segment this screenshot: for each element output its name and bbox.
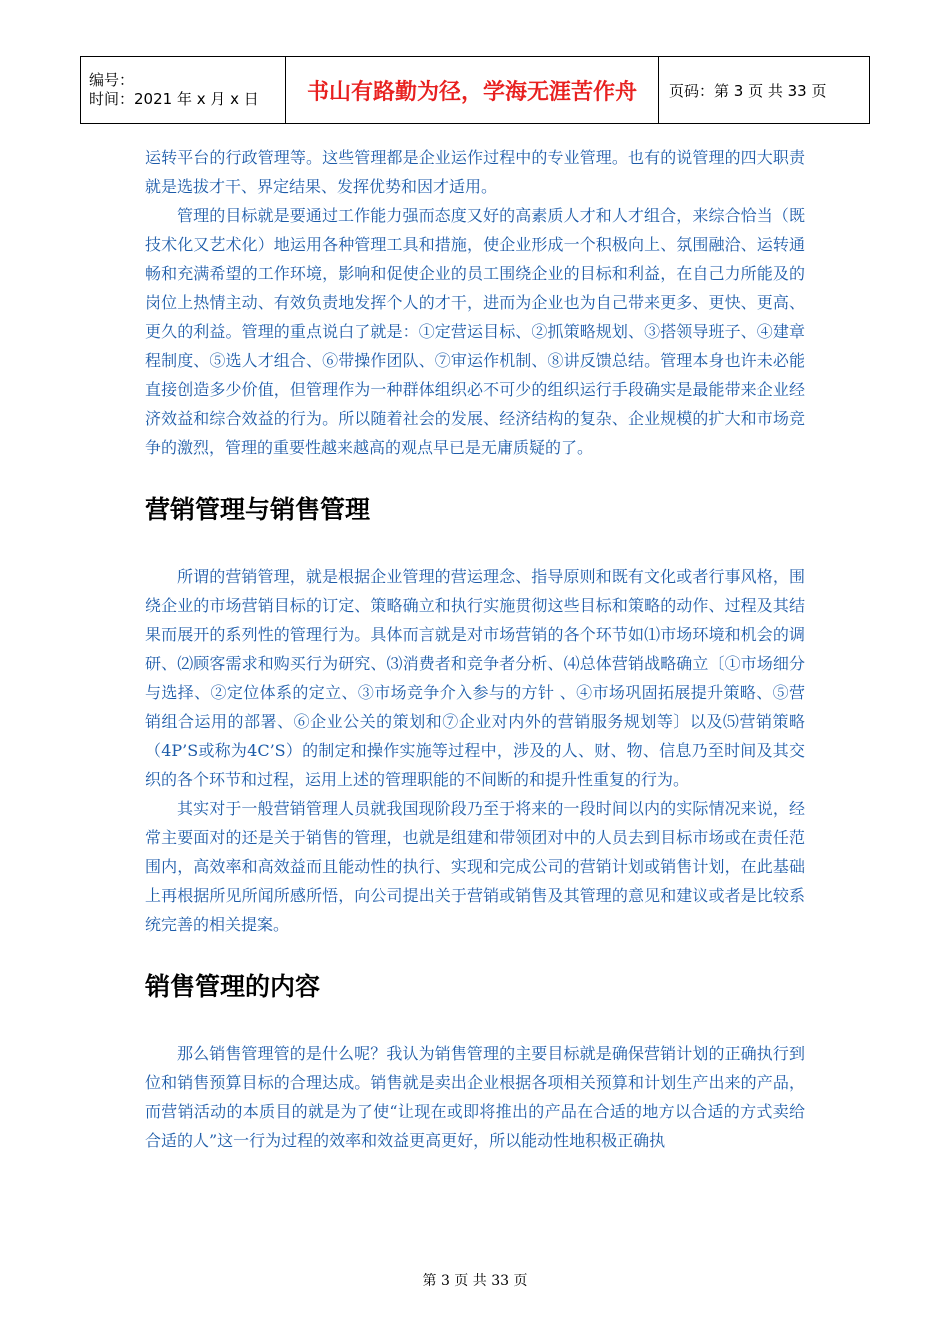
paragraph-3: 所谓的营销管理，就是根据企业管理的营运理念、指导原则和既有文化或者行事风格，围绕企业的市场营销目标的订定、策略确立和执行实施贯彻这些目标和策略的动作、过程及其结果而展开的系列性的管理行为。具体而言就是对市场营销的各个环节如⑴市场环境和机会的调研、⑵顾客需求和购买行为研究、⑶消费者和竞争者分析、⑷总体营销战略确立〔①市场细分与选择、②定位体系的定立、③市场竞争介入参与的方针 、④市场巩固拓展提升策略、⑤营销组合运用的部署、⑥企业公关的策划和⑦企业对内外的营销服务规划等〕以及⑸营销策略（4P’S或称为4C’S）的制定和操作实施等过程中，涉及的人、财、物、信息乃至时间及其交织的各个环节和过程，运用上述的管理职能的不间断的和提升性重复的行为。 xyxy=(145,567,805,789)
document-body xyxy=(145,143,805,1155)
page-footer: 第 3 页 共 33 页 xyxy=(422,1273,528,1289)
document-header xyxy=(80,56,870,124)
document-time-label: 时间：2021 年 x 月 x 日 xyxy=(89,90,259,108)
header-motto: 书山有路勤为径，学海无涯苦作舟 xyxy=(286,57,659,124)
paragraph-4: 其实对于一般营销管理人员就我国现阶段乃至于将来的一段时间以内的实际情况来说，经常主要面对的还是关于销售的管理，也就是组建和带领团对中的人员去到目标市场或在责任范围内，高效率和高效益而且能动性的执行、实现和完成公司的营销计划或销售计划，在此基础上再根据所见所闻所感所悟，向公司提出关于营销或销售及其管理的意见和建议或者是比较系统完善的相关提案。 xyxy=(145,799,805,934)
paragraph-5: 那么销售管理管的是什么呢？我认为销售管理的主要目标就是确保营销计划的正确执行到位和销售预算目标的合理达成。销售就是卖出企业根据各项相关预算和计划生产出来的产品，而营销活动的本质目的就是为了使“让现在或即将推出的产品在合适的地方以合适的方式卖给合适的人”这一行为过程的效率和效益更高更好，所以能动性地积极正确执 xyxy=(145,1044,805,1150)
section-heading-marketing-vs-sales: 营销管理与销售管理 xyxy=(145,495,371,524)
header-page-info: 页码：第 3 页 共 33 页 xyxy=(659,57,870,124)
document-number-label: 编号： xyxy=(89,71,135,89)
section-heading-sales-management-content: 销售管理的内容 xyxy=(145,972,321,1001)
header-meta-cell xyxy=(81,57,286,124)
paragraph-1: 运转平台的行政管理等。这些管理都是企业运作过程中的专业管理。也有的说管理的四大职责就是选拔才干、界定结果、发挥优势和因才适用。 xyxy=(145,148,805,196)
paragraph-2: 管理的目标就是要通过工作能力强而态度又好的高素质人才和人才组合，来综合恰当（既技术化又艺术化）地运用各种管理工具和措施，使企业形成一个积极向上、氛围融洽、运转通畅和充满希望的工作环境，影响和促使企业的员工围绕企业的目标和利益，在自己力所能及的岗位上热情主动、有效负责地发挥个人的才干，进而为企业也为自己带来更多、更快、更高、更久的利益。管理的重点说白了就是：①定营运目标、②抓策略规划、③搭领导班子、④建章程制度、⑤选人才组合、⑥带操作团队、⑦审运作机制、⑧讲反馈总结。管理本身也许未必能直接创造多少价值，但管理作为一种群体组织必不可少的组织运行手段确实是最能带来企业经济效益和综合效益的行为。所以随着社会的发展、经济结构的复杂、企业规模的扩大和市场竞争的激烈，管理的重要性越来越高的观点早已是无庸质疑的了。 xyxy=(145,206,805,457)
